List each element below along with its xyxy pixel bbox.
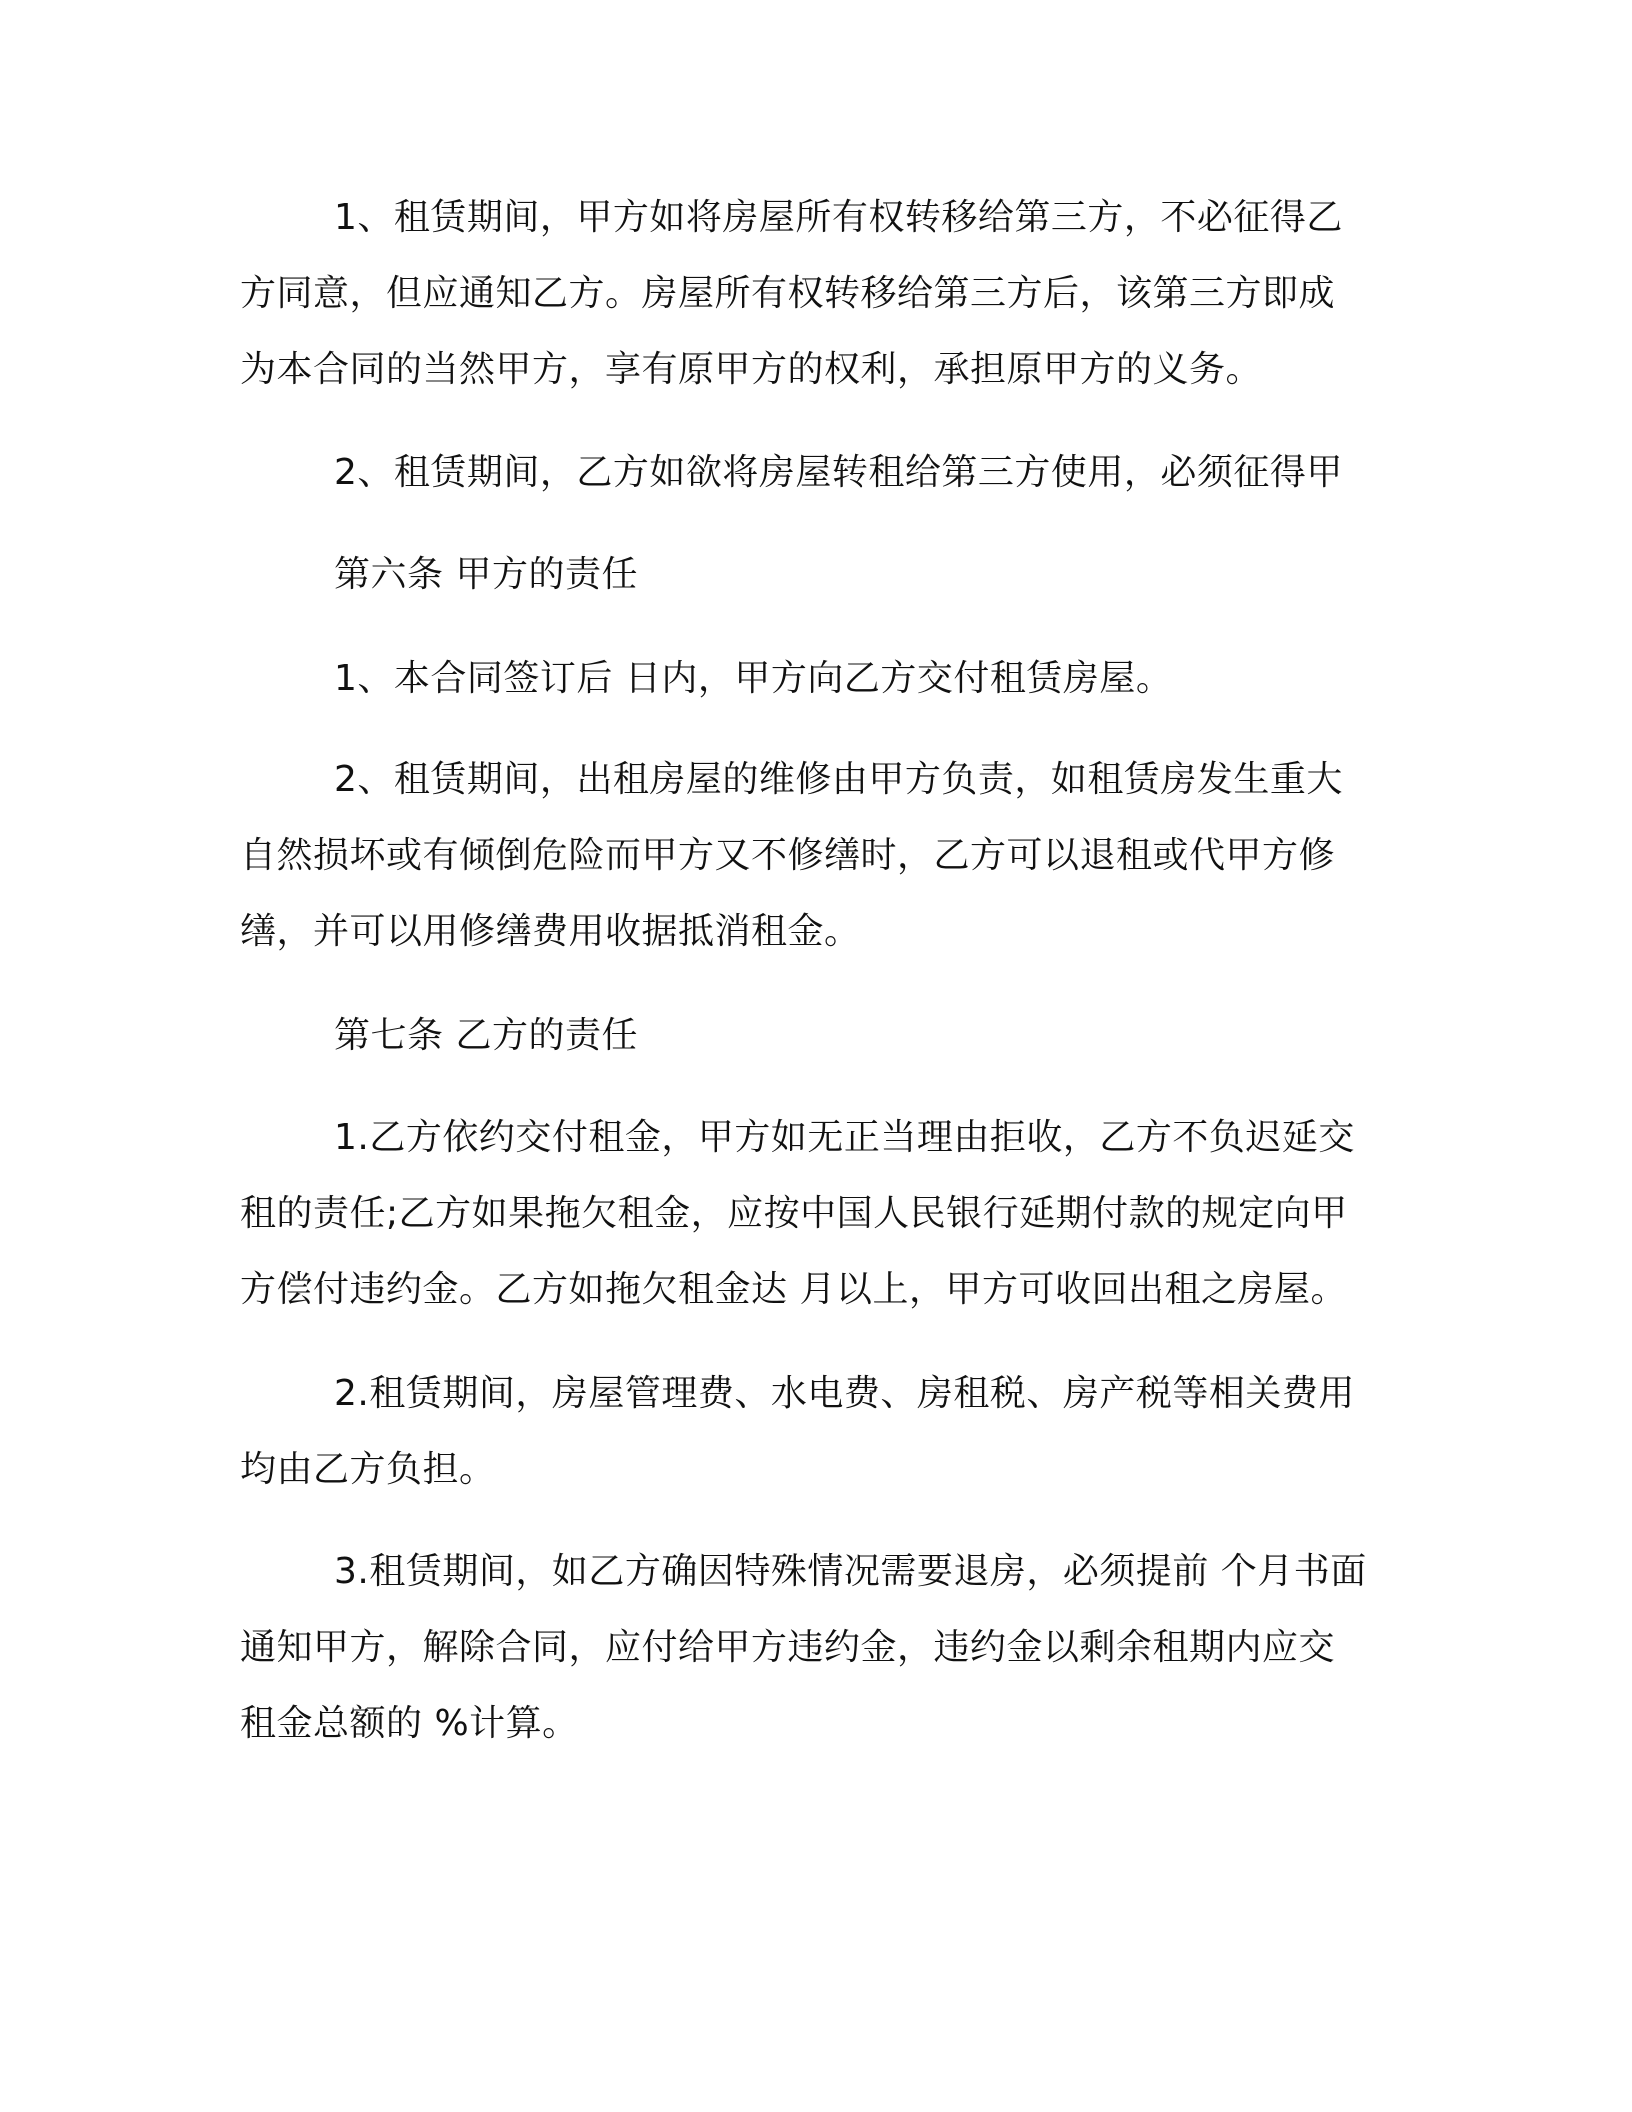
clause-7-3-line-2: 通知甲方，解除合同，应付给甲方违约金，违约金以剩余租期内应交	[240, 1627, 1336, 1668]
clause-7-1-line-1: 1.乙方依约交付租金，甲方如无正当理由拒收，乙方不负迟延交	[334, 1117, 1355, 1158]
clause-5-1-line-2: 方同意，但应通知乙方。房屋所有权转移给第三方后，该第三方即成	[240, 273, 1336, 314]
clause-5-1-line-1: 1、租赁期间，甲方如将房屋所有权转移给第三方，不必征得乙	[334, 197, 1343, 238]
clause-7-1-line-2: 租的责任;乙方如果拖欠租金，应按中国人民银行延期付款的规定向甲	[240, 1193, 1348, 1234]
clause-6-2-line-3: 缮，并可以用修缮费用收据抵消租金。	[240, 911, 861, 952]
article-7-heading: 第七条 乙方的责任	[334, 1015, 638, 1056]
clause-7-3-line-1: 3.租赁期间，如乙方确因特殊情况需要退房，必须提前 个月书面	[334, 1551, 1367, 1592]
clause-5-2-line-1: 2、租赁期间，乙方如欲将房屋转租给第三方使用，必须征得甲	[334, 452, 1343, 493]
clause-7-3-line-3: 租金总额的 %计算。	[240, 1703, 579, 1744]
clause-6-1-line-1: 1、本合同签订后 日内，甲方向乙方交付租赁房屋。	[334, 658, 1173, 699]
clause-7-1-line-3: 方偿付违约金。乙方如拖欠租金达 月以上，甲方可收回出租之房屋。	[240, 1269, 1347, 1310]
article-6-heading: 第六条 甲方的责任	[334, 554, 638, 595]
clause-6-2-line-1: 2、租赁期间，出租房屋的维修由甲方负责，如租赁房发生重大	[334, 759, 1343, 800]
clause-7-2-line-1: 2.租赁期间，房屋管理费、水电费、房租税、房产税等相关费用	[334, 1373, 1355, 1414]
clause-5-1-line-3: 为本合同的当然甲方，享有原甲方的权利，承担原甲方的义务。	[240, 349, 1263, 390]
clause-6-2-line-2: 自然损坏或有倾倒危险而甲方又不修缮时，乙方可以退租或代甲方修	[240, 835, 1336, 876]
clause-7-2-line-2: 均由乙方负担。	[240, 1449, 496, 1490]
